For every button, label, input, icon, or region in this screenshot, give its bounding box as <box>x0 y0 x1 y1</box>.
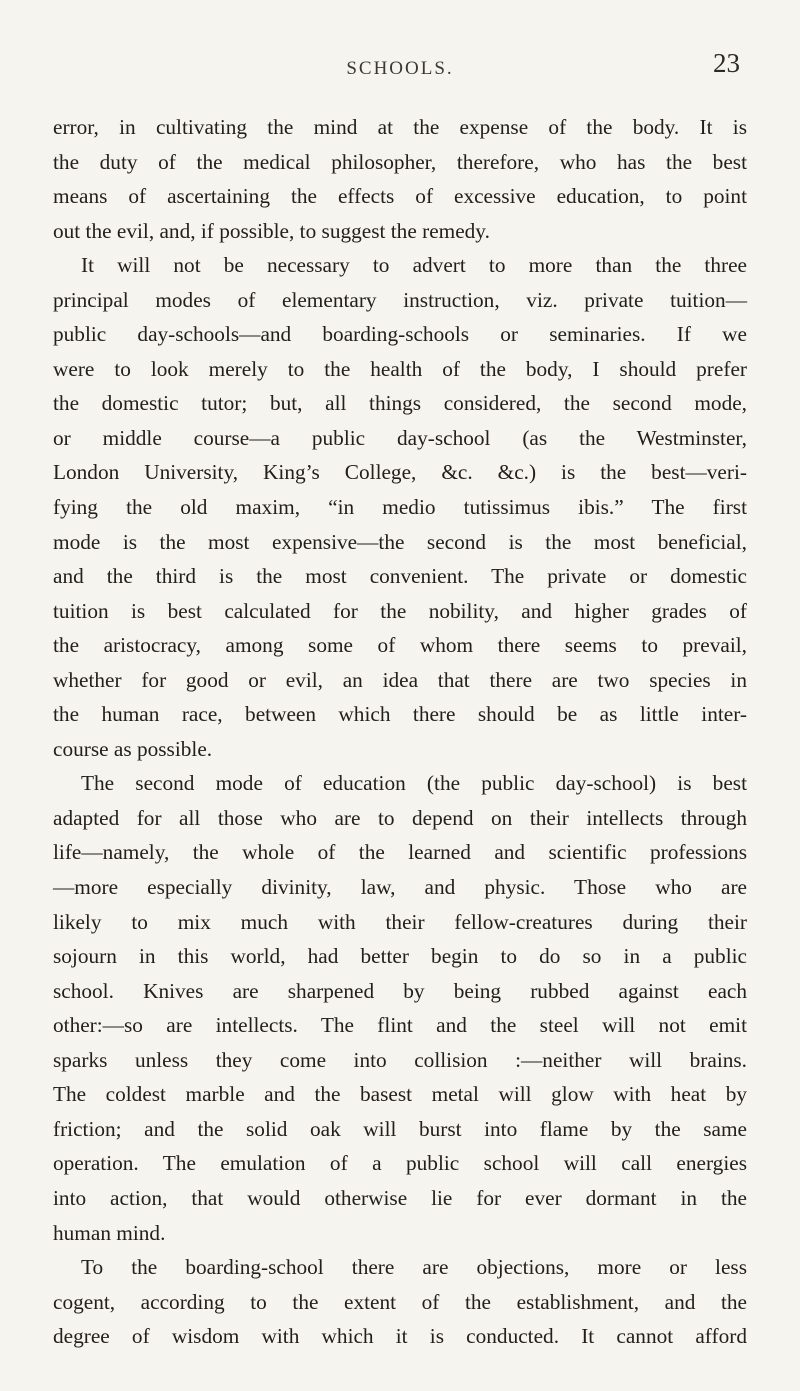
text-line: means of ascertaining the effects of excessive education, to point <box>53 184 747 209</box>
text-line: It will not be necessary to advert to more than the three <box>81 253 747 278</box>
text-line: human mind. <box>53 1220 166 1245</box>
text-line: the domestic tutor; but, all things considered, the second mode, <box>53 391 747 416</box>
text-line: The second mode of education (the public day-school) is best <box>81 771 747 796</box>
text-line: sojourn in this world, had better begin to do so in a public <box>53 944 747 969</box>
running-title: SCHOOLS. <box>346 58 454 79</box>
text-line: and the third is the most convenient. The private or domestic <box>53 564 747 589</box>
body-text <box>53 110 747 1354</box>
text-line: mode is the most expensive—the second is the most beneficial, <box>53 529 747 554</box>
text-line: London University, King’s College, &c. &c.) is the best—veri- <box>53 460 747 485</box>
text-line: tuition is best calculated for the nobility, and higher grades of <box>53 598 747 623</box>
text-line: course as possible. <box>53 736 213 761</box>
page-number: 23 <box>713 48 740 78</box>
text-line: into action, that would otherwise lie for ever dormant in the <box>53 1185 747 1210</box>
text-line: were to look merely to the health of the body, I should prefer <box>53 356 747 381</box>
text-line: or middle course—a public day-school (as the Westminster, <box>53 425 747 450</box>
text-line: life—namely, the whole of the learned and scientific professions <box>53 840 747 865</box>
text-line: To the boarding-school there are objections, more or less <box>81 1255 747 1280</box>
text-line: the aristocracy, among some of whom there seems to prevail, <box>53 633 747 658</box>
text-line: The coldest marble and the basest metal will glow with heat by <box>53 1082 747 1107</box>
text-line: friction; and the solid oak will burst into flame by the same <box>53 1116 747 1141</box>
text-line: the duty of the medical philosopher, therefore, who has the best <box>53 149 747 174</box>
text-line: likely to mix much with their fellow-creatures during their <box>53 909 747 934</box>
text-line: —more especially divinity, law, and physic. Those who are <box>53 875 747 900</box>
text-line: out the evil, and, if possible, to suggest the remedy. <box>53 218 490 243</box>
text-line: sparks unless they come into collision :—neither will brains. <box>53 1047 747 1072</box>
text-line: principal modes of elementary instruction, viz. private tuition— <box>53 287 747 312</box>
text-line: adapted for all those who are to depend on their intellects through <box>53 805 747 830</box>
text-line: fying the old maxim, “in medio tutissimus ibis.” The first <box>53 495 747 520</box>
text-line: cogent, according to the extent of the establishment, and the <box>53 1289 747 1314</box>
text-line: error, in cultivating the mind at the expense of the body. It is <box>53 115 747 139</box>
running-head <box>0 48 800 98</box>
text-line: other:—so are intellects. The flint and the steel will not emit <box>53 1013 747 1038</box>
text-line: degree of wisdom with which it is conducted. It cannot afford <box>53 1324 747 1349</box>
text-line: school. Knives are sharpened by being rubbed against each <box>53 978 747 1003</box>
text-line: whether for good or evil, an idea that there are two species in <box>53 667 747 692</box>
text-line: public day-schools—and boarding-schools or seminaries. If we <box>53 322 747 347</box>
text-line: the human race, between which there should be as little inter- <box>53 702 747 727</box>
text-line: operation. The emulation of a public school will call energies <box>53 1151 747 1176</box>
